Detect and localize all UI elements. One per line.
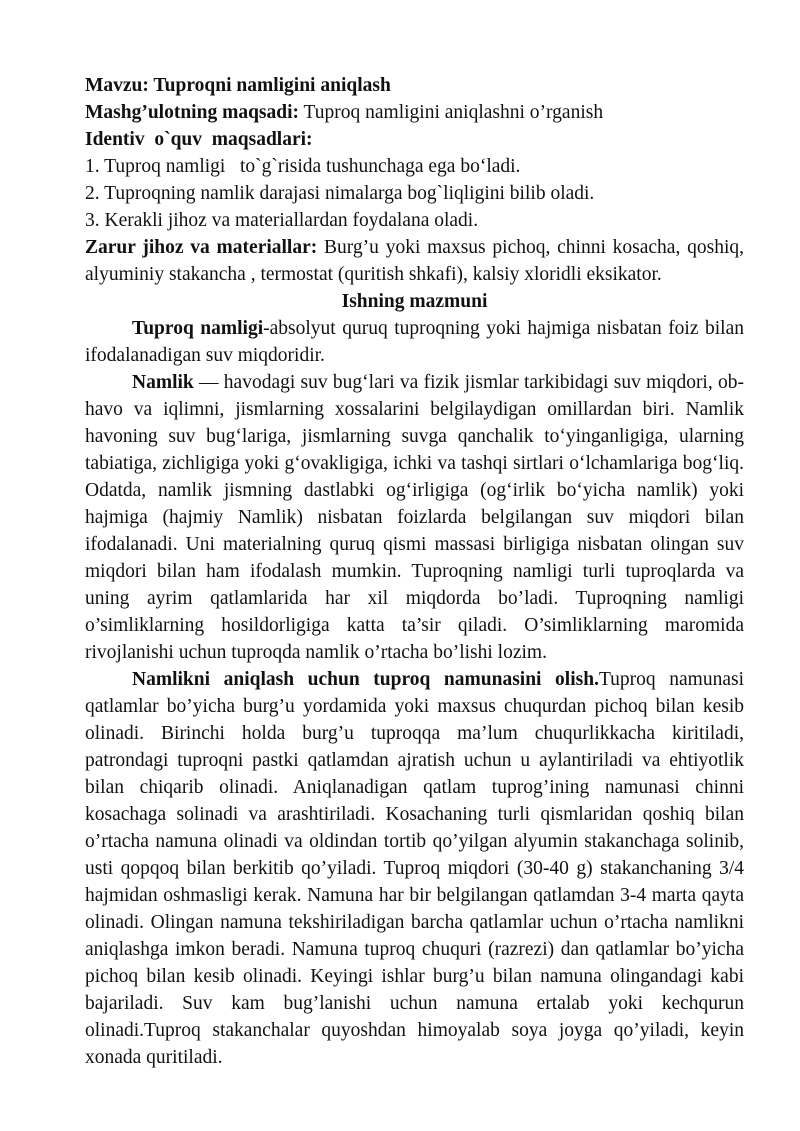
- purpose-label: Mashg’ulotning maqsadi:: [85, 102, 300, 123]
- paragraph-soil-moisture-definition: [85, 315, 744, 369]
- content-section-heading: Ishning mazmuni: [341, 291, 488, 312]
- materials-line: [85, 234, 744, 288]
- purpose-line: [85, 99, 744, 126]
- paragraph-lead: Tuproq namligi: [132, 318, 264, 339]
- objective-item-1: 1. Tuproq namligi to`g`risida tushunchaga ega bo‘ladi.: [85, 156, 521, 177]
- objective-item-3: 3. Kerakli jihoz va materiallardan foydalana oladi.: [85, 210, 479, 231]
- paragraph-text: -absolyut quruq tuproqning yoki hajmiga nisbatan foiz bilan ifodalanadigan suv miqdoridir.: [85, 318, 744, 366]
- paragraph-humidity-definition: [85, 369, 744, 666]
- paragraph-text: Tuproq namunasi qatlamlar bo’yicha burg’u yordamida yoki maxsus chuqurdan pichoq bilan kesib olinadi. Birinchi holda burg’u tuproqqa ma’lum chuqurlikkacha kiritiladi, patrondagi tuproqni pastki qatlamdan ajratish uchun u aylantiriladi va ehtiyotlik bilan chiqarib olinadi. Aniqlanadigan qatlam tuprog’ining namunasi chinni kosachaga solinadi va arashtiriladi. Kosachaning turli qismlaridan qoshiq bilan o’rtacha namuna olinadi va oldindan tortib qo’yilgan alyumin stakanchaga solinib, usti qopqoq bilan berkitib qo’yiladi. Tuproq miqdori (30-40 g) stakanchaning 3/4 hajmidan oshmasligi kerak. Namuna har bir belgilangan qatlamdan 3-4 marta qayta olinadi. Olingan namuna tekshiriladigan barcha qatlamlar uchun o’rtacha namlikni aniqlashga imkon beradi. Namuna tuproq chuquri (razrezi) dan qatlamlar bo’yicha pichoq bilan kesib olinadi. Keyingi ishlar burg’u bilan namuna olingandagi kabi bajariladi. Suv kam bug’lanishi uchun namuna ertalab yoki kechqurun olinadi.Tuproq stakanchalar quyoshdan himoyalab soya joyga qo’yiladi, keyin xonada quritiladi.: [85, 669, 744, 1068]
- document-title: Mavzu: Tuproqni namligini aniqlash: [85, 75, 391, 96]
- purpose-text: Tuproq namligini aniqlashni o’rganish: [299, 102, 604, 123]
- materials-label: Zarur jihoz va materiallar:: [85, 237, 318, 258]
- paragraph-text: — havodagi suv bug‘lari va fizik jismlar tarkibidagi suv miqdori, ob-havo va iqlimni, jismlarning xossalarini belgilaydigan omillardan biri. Namlik havoning suv bug‘lariga, jismlarning suvga qanchalik to‘yinganligiga, ularning tabiatiga, zichligiga yoki g‘ovakligiga, ichki va tashqi sirtlari o‘lchamlariga bog‘liq. Odatda, namlik jismning dastlabki og‘irligiga (og‘irlik bo‘yicha namlik) yoki hajmiga (hajmiy Namlik) nisbatan foizlarda belgilangan suv miqdori bilan ifodalanadi. Uni materialning quruq qismi massasi birligiga nisbatan olingan suv miqdori bilan ham ifodalash mumkin. Tuproqning namligi turli tuproqlarda va uning ayrim qatlamlarida har xil miqdorda bo’ladi. Tuproqning namligi o’simliklarning hosildorligiga katta ta’sir qiladi. O’simliklarning maromida rivojlanishi uchun tuproqda namlik o’rtacha bo’lishi lozim.: [85, 372, 744, 663]
- objectives-heading: Identiv o`quv maqsadlari:: [85, 129, 313, 150]
- paragraph-soil-sampling: [85, 666, 744, 1071]
- materials-text: Burg’u yoki maxsus pichoq, chinni kosacha, qoshiq, alyuminiy stakancha , termostat (quritish shkafi), kalsiy xloridli eksikator.: [85, 237, 744, 285]
- paragraph-lead: Namlik: [132, 372, 194, 393]
- paragraph-lead: Namlikni aniqlash uchun tuproq namunasini olish.: [132, 669, 599, 690]
- objective-item-2: 2. Tuproqning namlik darajasi nimalarga bog`liqligini bilib oladi.: [85, 183, 595, 204]
